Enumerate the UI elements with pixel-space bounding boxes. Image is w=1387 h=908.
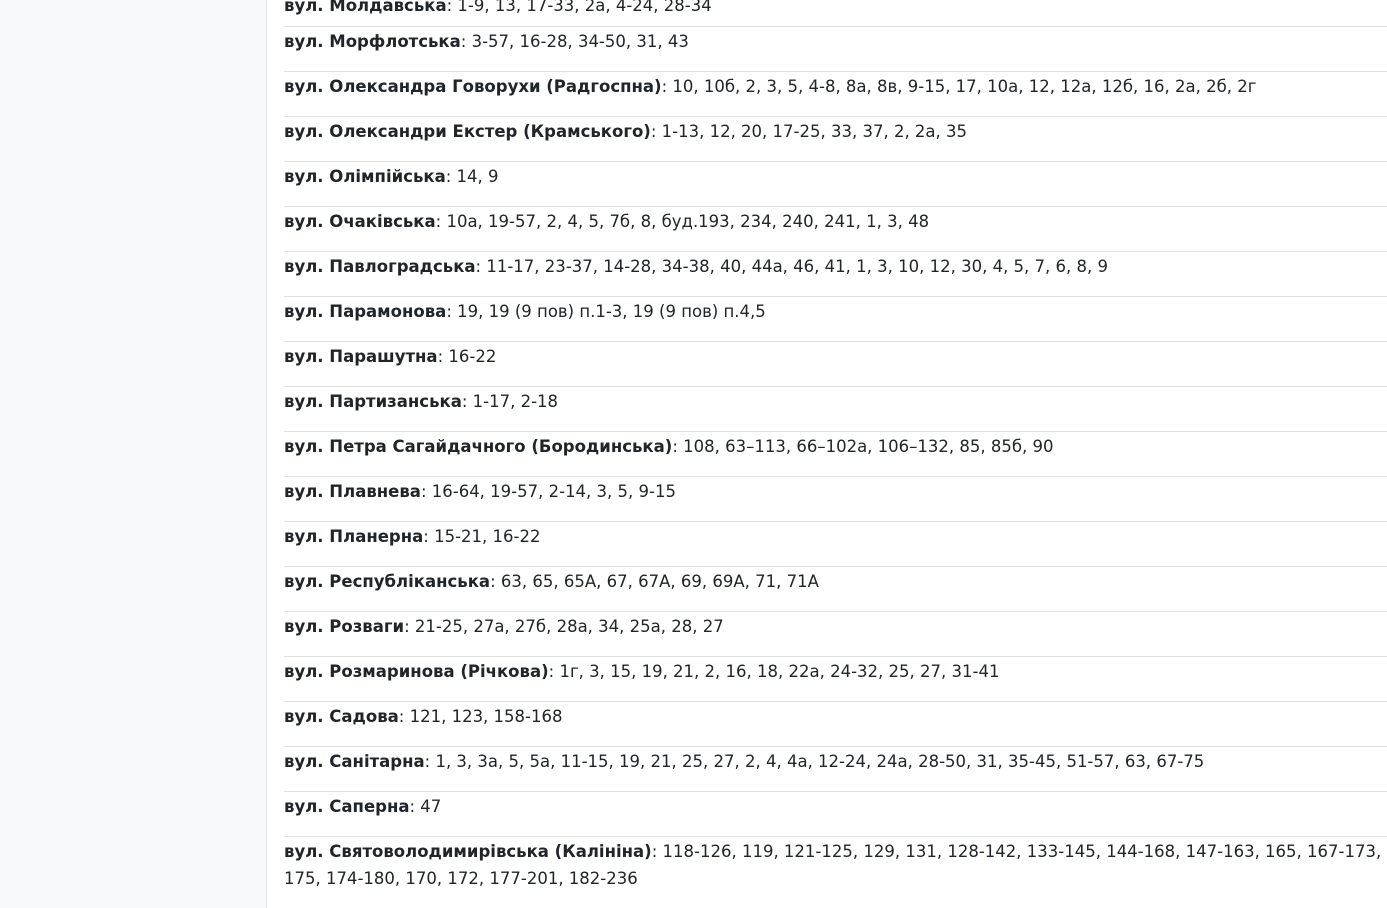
- street-name: вул. Молдавська: [284, 0, 447, 15]
- street-name: вул. Олександри Екстер (Крамського): [284, 122, 651, 141]
- street-name: вул. Парашутна: [284, 347, 438, 366]
- street-houses: : 3-57, 16-28, 34-50, 31, 43: [460, 32, 689, 51]
- street-name: вул. Морфлотська: [284, 32, 461, 51]
- street-item-moldavska: [284, 0, 1387, 27]
- street-houses: : 1-9, 13, 17-33, 2а, 4-24, 28-34: [446, 0, 712, 15]
- street-name: вул. Олександра Говорухи (Радгоспна): [284, 77, 662, 96]
- street-houses: : 16-64, 19-57, 2-14, 3, 5, 9-15: [420, 482, 676, 501]
- street-name: вул. Планерна: [284, 527, 424, 546]
- street-houses: : 108, 63–113, 66–102а, 106–132, 85, 85б, 90: [672, 437, 1054, 456]
- street-houses: : 118-126, 119, 121-125, 129, 131, 128-142, 133-145, 144-168, 147-163, 165, 167-173, 175, 174-180, 170, 172, 177-201, 182-236: [284, 842, 1382, 888]
- street-item-sadova: [284, 702, 1387, 747]
- street-item-respublikanska: [284, 567, 1387, 612]
- street-item-olimpiiska: [284, 162, 1387, 207]
- street-item-pavlogradska: [284, 252, 1387, 297]
- street-item-planerna: [284, 522, 1387, 567]
- street-name: вул. Садова: [284, 707, 399, 726]
- street-list: [284, 0, 1387, 892]
- street-name: вул. Плавнева: [284, 482, 421, 501]
- street-name: вул. Парамонова: [284, 302, 447, 321]
- street-item-rozmarynova: [284, 657, 1387, 702]
- street-houses: : 1-17, 2-18: [461, 392, 559, 411]
- street-houses: : 21-25, 27а, 27б, 28а, 34, 25а, 28, 27: [404, 617, 724, 636]
- street-item-sanitarna: [284, 747, 1387, 792]
- street-name: вул. Святоволодимирівська (Калініна): [284, 842, 652, 861]
- street-name: вул. Саперна: [284, 797, 410, 816]
- street-houses: : 1г, 3, 15, 19, 21, 2, 16, 18, 22а, 24-32, 25, 27, 31-41: [548, 662, 1000, 681]
- left-sidebar-panel: [0, 0, 267, 908]
- street-item-ochakivska: [284, 207, 1387, 252]
- street-houses: : 63, 65, 65А, 67, 67А, 69, 69А, 71, 71А: [490, 572, 819, 591]
- street-name: вул. Партизанська: [284, 392, 462, 411]
- street-name: вул. Розваги: [284, 617, 405, 636]
- street-name: вул. Очаківська: [284, 212, 436, 231]
- main-content: [284, 0, 1387, 892]
- street-item-plavneva: [284, 477, 1387, 522]
- street-item-sahaidachnoho: [284, 432, 1387, 477]
- street-houses: : 1, 3, 3а, 5, 5а, 11-15, 19, 21, 25, 27, 2, 4, 4а, 12-24, 24а, 28-50, 31, 35-45, 51-57, 63, 67-75: [424, 752, 1205, 771]
- street-item-morflotska: [284, 27, 1387, 72]
- street-houses: : 121, 123, 158-168: [398, 707, 563, 726]
- street-item-paramonova: [284, 297, 1387, 342]
- street-name: вул. Розмаринова (Річкова): [284, 662, 549, 681]
- street-item-rozvahy: [284, 612, 1387, 657]
- street-houses: : 19, 19 (9 пов) п.1-3, 19 (9 пов) п.4,5: [446, 302, 766, 321]
- street-houses: : 14, 9: [445, 167, 499, 186]
- street-item-ekster: [284, 117, 1387, 162]
- street-name: вул. Петра Сагайдачного (Бородинська): [284, 437, 673, 456]
- street-item-parashutna: [284, 342, 1387, 387]
- street-item-sviatovolodymyrivska: [284, 837, 1387, 892]
- street-houses: : 10, 10б, 2, 3, 5, 4-8, 8а, 8в, 9-15, 17, 10а, 12, 12а, 12б, 16, 2а, 2б, 2г: [661, 77, 1257, 96]
- street-houses: : 47: [409, 797, 442, 816]
- street-item-saperna: [284, 792, 1387, 837]
- street-houses: : 15-21, 16-22: [423, 527, 541, 546]
- street-name: вул. Павлоградська: [284, 257, 476, 276]
- street-name: вул. Республіканська: [284, 572, 491, 591]
- street-name: вул. Олімпійська: [284, 167, 446, 186]
- street-item-govorukhy: [284, 72, 1387, 117]
- street-houses: : 16-22: [437, 347, 497, 366]
- street-houses: : 10а, 19-57, 2, 4, 5, 7б, 8, буд.193, 234, 240, 241, 1, 3, 48: [435, 212, 930, 231]
- street-item-partyzanska: [284, 387, 1387, 432]
- street-houses: : 11-17, 23-37, 14-28, 34-38, 40, 44а, 46, 41, 1, 3, 10, 12, 30, 4, 5, 7, 6, 8, 9: [475, 257, 1109, 276]
- street-houses: : 1-13, 12, 20, 17-25, 33, 37, 2, 2а, 35: [650, 122, 968, 141]
- street-name: вул. Санітарна: [284, 752, 425, 771]
